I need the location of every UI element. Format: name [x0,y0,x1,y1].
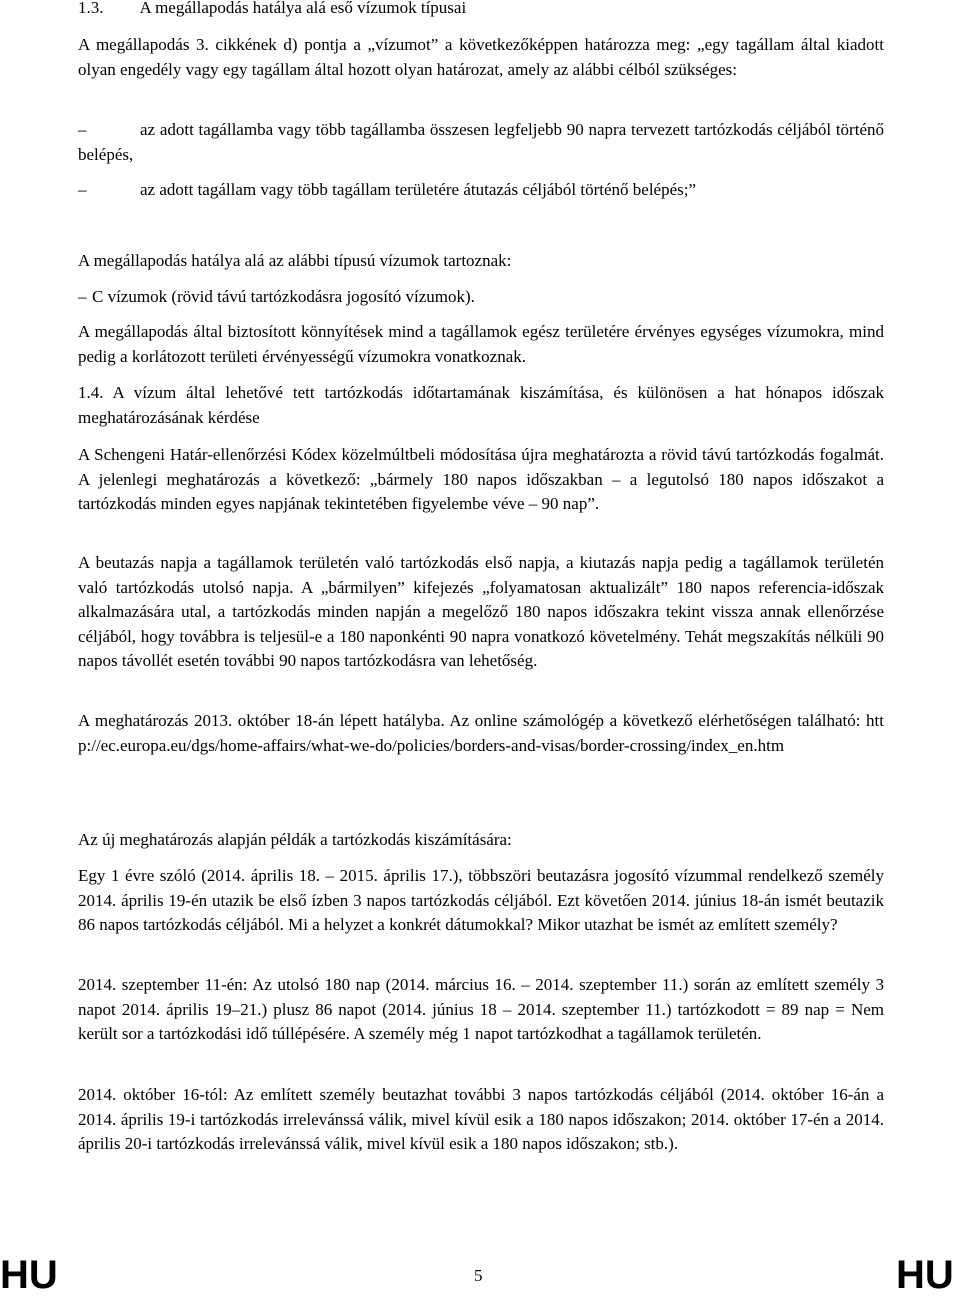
list-item-text: az adott tagállamba vagy több tagállamba összesen legfeljebb 90 napra tervezett tartózkodás céljából történő belépés, [78,120,884,164]
list-item [78,118,884,167]
paragraph-example-october: 2014. október 16-tól: Az említett személy beutazhat további 3 napos tartózkodás céljából (2014. október 16-án a 2014. április 19-i tartózkodás irrelevánssá válik, mivel kívül esik a 180 napos időszakon; 2014. október 17-én a 2014. április 20-i tartózkodás irrelevánssá válik, mivel kívül esik a 180 napos időszakon; stb.). [78,1085,884,1153]
dash-bullet: – [78,120,87,139]
footer-language-left: HU [0,1253,58,1297]
paragraph-reference-period: A beutazás napja a tagállamok területén való tartózkodás első napja, a kiutazás napja pedig a tagállamok területén való tartózkodás utolsó napja. A „bármilyen” kifejezés „folyamatosan aktualizált” 180 napos referencia-időszak alkalmazására utal, a tartózkodás minden napján a megelőző 180 napos időszakra tekint vissza annak ellenőrzése céljából, hogy továbbra is teljesül-e a 180 naponkénti 90 napra vonatkozó követelmény. Tehát megszakítás nélküli 90 napos távollét esetén további 90 napos tartózkodásra van lehetőség. [78,553,884,670]
footer-language-right: HU [896,1253,954,1297]
paragraph-examples-intro: Az új meghatározás alapján példák a tartózkodás kiszámítására: [78,830,512,849]
list-item-text: C vízumok (rövid távú tartózkodásra jogosító vízumok). [92,287,475,306]
paragraph-short-stay-definition: A Schengeni Határ-ellenőrzési Kódex közelmúltbeli módosítása újra meghatározta a rövid távú tartózkodás fogalmát. A jelenlegi meghatározás a következő: „bármely 180 napos időszakban – a legutolsó 180 napos időszakot a tartózkodás minden egyes napjának tekintetében figyelembe véve – 90 nap”. [78,445,884,513]
list-item [78,285,884,310]
list-item-text: az adott tagállam vagy több tagállam területére átutazás céljából történő belépés;” [140,180,697,199]
paragraph-example-scenario: Egy 1 évre szóló (2014. április 18. – 2015. április 17.), többszöri beutazásra jogosító vízummal rendelkező személy 2014. április 19-én utazik be első ízben 3 napos tartózkodás céljából. Ezt követően 2014. június 18-án ismét beutazik 86 napos tartózkodás céljából. Mi a helyzet a konkrét dátumokkal? Mikor utazhat be ismét az említett személy? [78,866,884,934]
dash-bullet: – [78,287,87,306]
paragraph-facilitations: A megállapodás által biztosított könnyítések mind a tagállamok egész területére érvényes egységes vízumokra, mind pedig a korlátozott területi érvényességű vízumokra vonatkoznak. [78,322,884,366]
dash-bullet: – [78,180,87,199]
paragraph-visa-types-intro: A megállapodás hatálya alá az alábbi típusú vízumok tartoznak: [78,251,512,270]
paragraph-calculator-link: A meghatározás 2013. október 18-án lépett hatályba. Az online számológép a következő elérhetőségen található: http://ec.europa.eu/dgs/home-affairs/what-we-do/policies/borders-and-visas/border-crossing/index_en.htm [78,711,884,755]
list-item [78,178,884,203]
section-heading-1-4: 1.4. A vízum által lehetővé tett tartózkodás időtartamának kiszámítása, és különösen a hat hónapos időszak meghatározásának kérdése [78,383,884,427]
page-number: 5 [474,1266,483,1285]
paragraph-example-september: 2014. szeptember 11-én: Az utolsó 180 nap (2014. március 16. – 2014. szeptember 11.) során az említett személy 3 napot 2014. április 19–21.) plusz 86 napot (2014. június 18 – 2014. szeptember 11.) tartózkodott = 89 nap = Nem került sor a tartózkodási idő túllépésére. A személy még 1 napot tartózkodhat a tagállamok területén. [78,975,884,1043]
paragraph-visa-definition: A megállapodás 3. cikkének d) pontja a „vízumot” a következőképpen határozza meg: „egy tagállam által kiadott olyan engedély vagy egy tagállam által hozott olyan határozat, amely az alábbi célból szükséges: [78,35,884,79]
section-number: 1.3. [78,0,104,17]
section-title: A megállapodás hatálya alá eső vízumok típusai [139,0,467,17]
section-heading-1-3 [78,0,884,21]
